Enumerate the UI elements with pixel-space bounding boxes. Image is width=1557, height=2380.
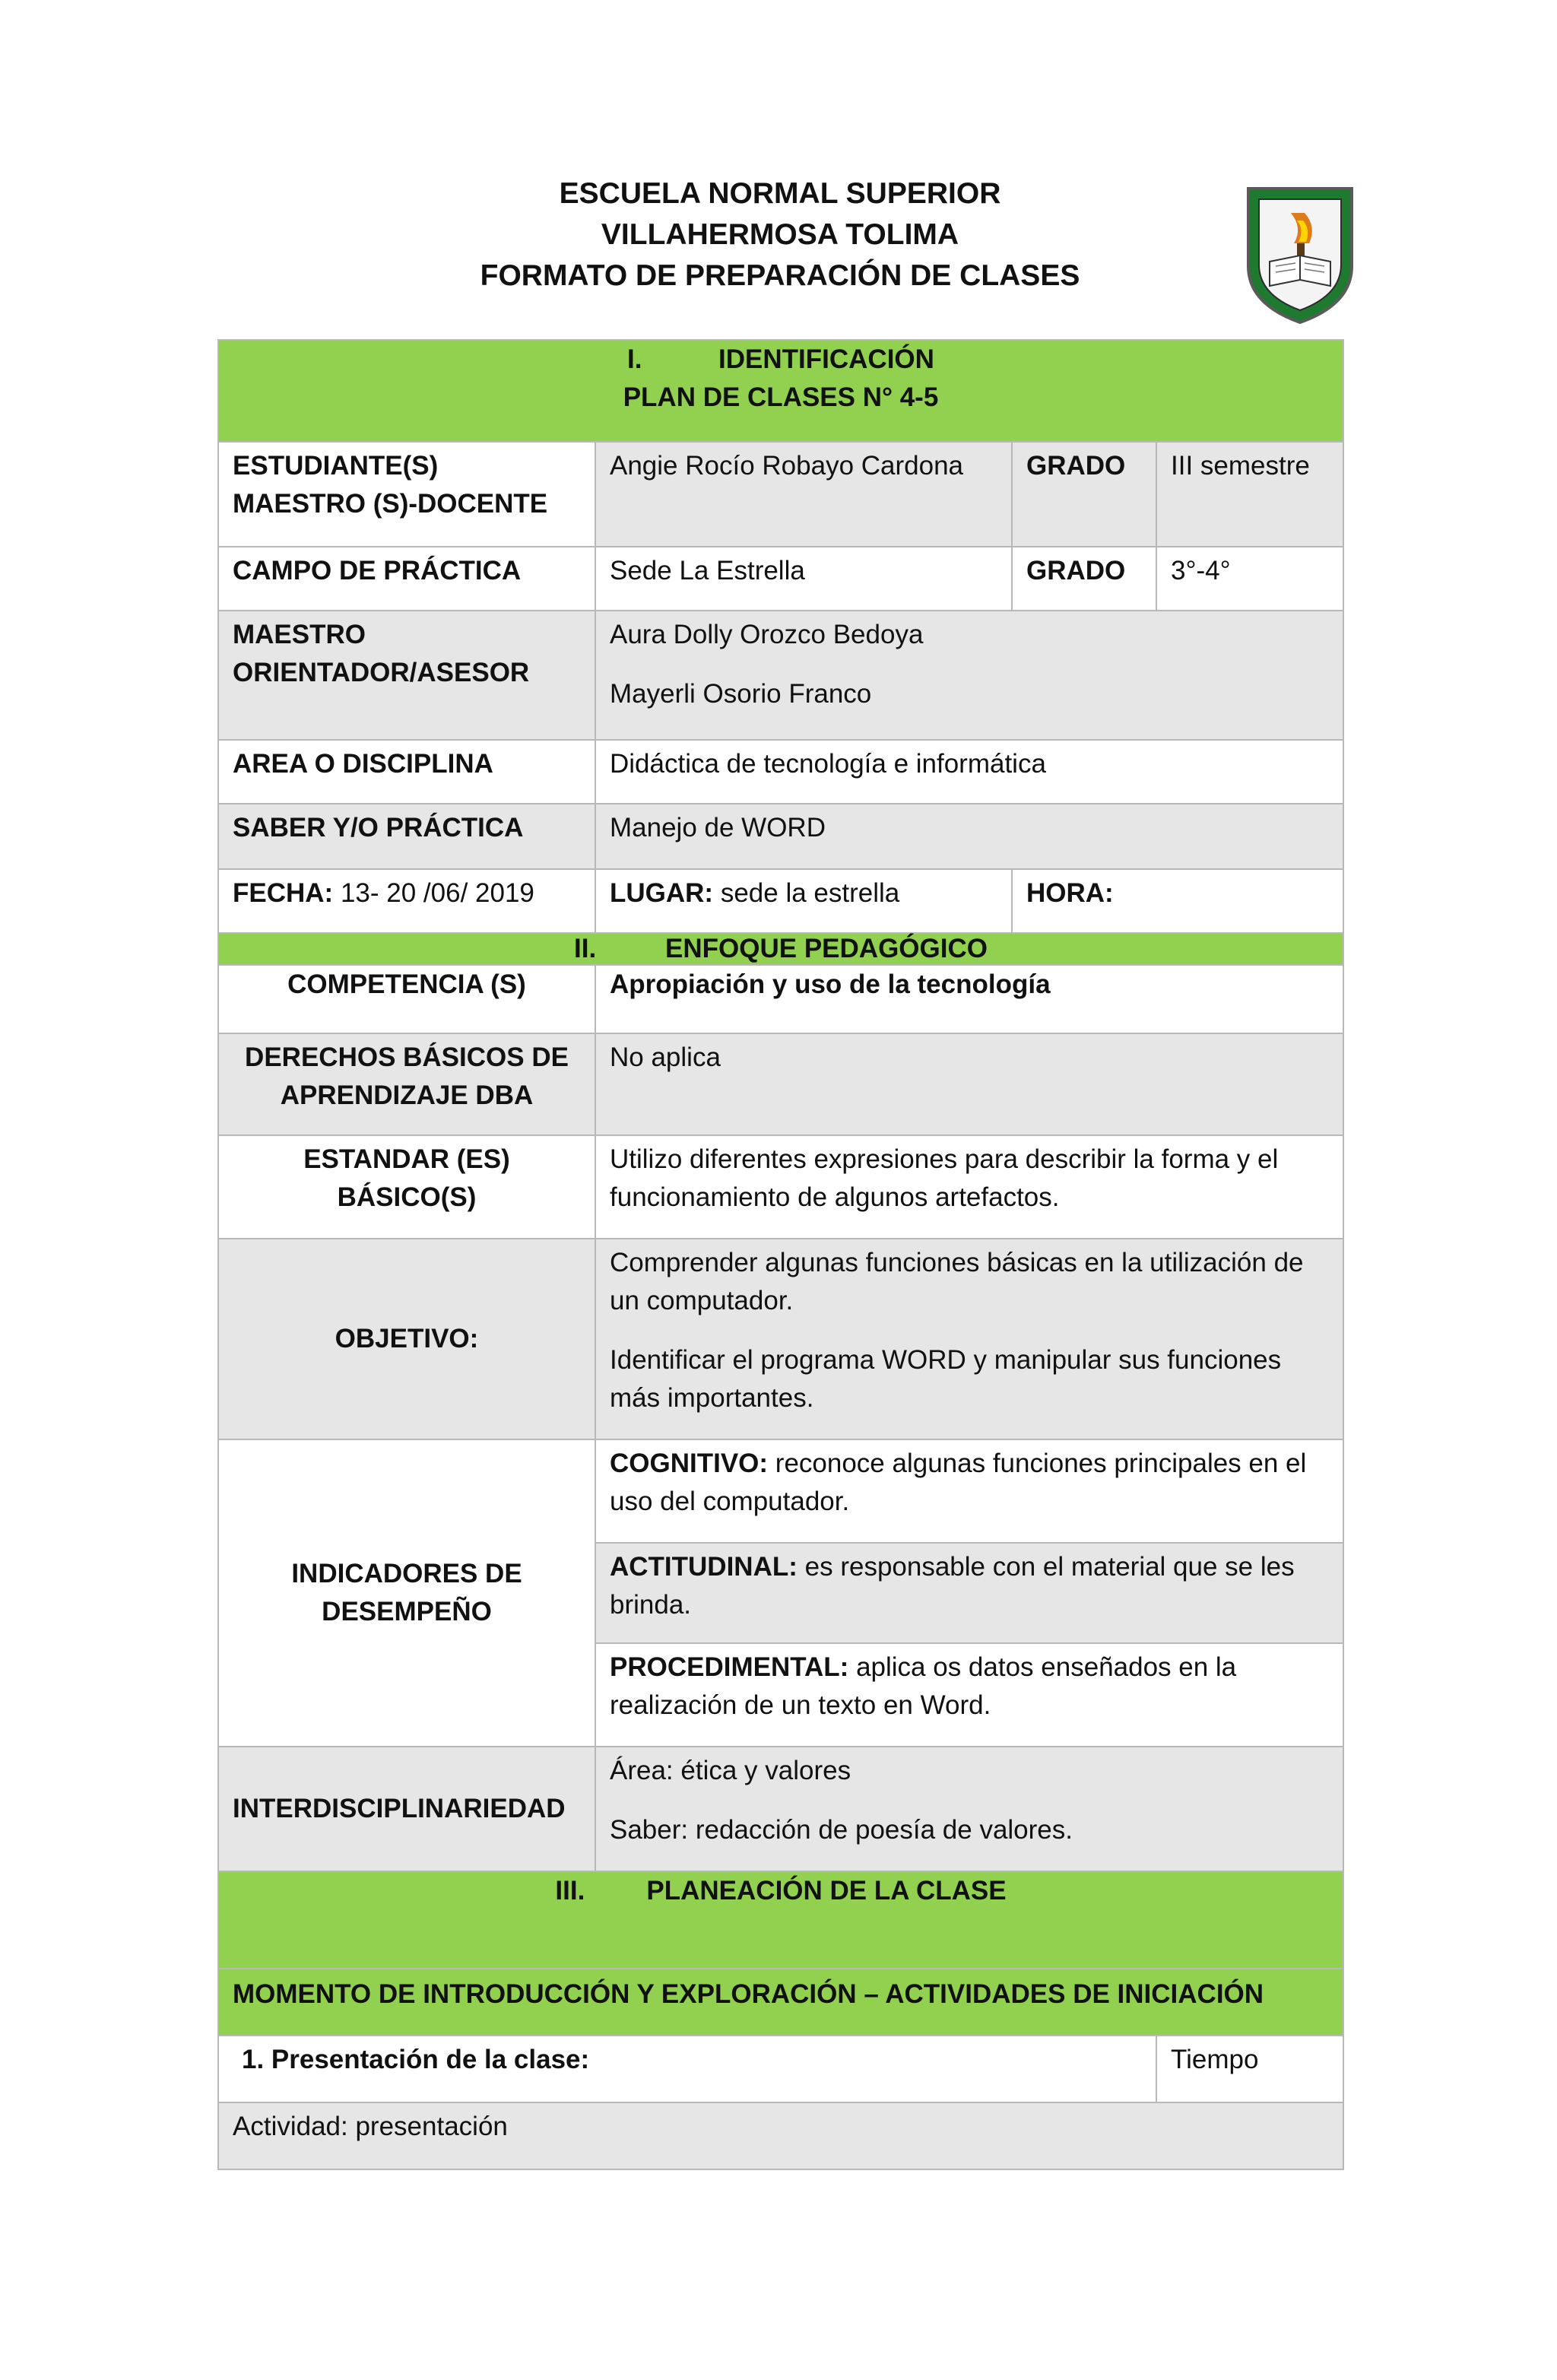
competencia-value: Apropiación y uso de la tecnología <box>595 965 1343 1033</box>
fecha-cell <box>218 869 595 933</box>
indicador-cognitivo: COGNITIVO: reconoce algunas funciones principales en el uso del computador. <box>595 1439 1343 1543</box>
student-label: ESTUDIANTE(S) MAESTRO (S)-DOCENTE <box>218 442 595 547</box>
grado-value-2: 3°-4° <box>1156 547 1343 611</box>
school-name: ESCUELA NORMAL SUPERIOR <box>559 177 1001 210</box>
section-pedagogy-header <box>218 933 1343 965</box>
school-location: VILLAHERMOSA TOLIMA <box>601 218 959 251</box>
section-number: III. <box>555 1876 585 1906</box>
interdisciplinariedad-label: INTERDISCIPLINARIEDAD <box>218 1747 595 1871</box>
section-planning-header <box>218 1871 1343 1969</box>
dba-value: No aplica <box>595 1033 1343 1135</box>
section-number: II. <box>574 934 597 963</box>
presentation-item: 1. Presentación de la clase: <box>218 2036 1156 2102</box>
plan-number: PLAN DE CLASES N° 4-5 <box>623 382 939 412</box>
estandar-label: ESTANDAR (ES) BÁSICO(S) <box>218 1135 595 1239</box>
fecha-value: 13- 20 /06/ 2019 <box>333 878 534 908</box>
moment-title: MOMENTO DE INTRODUCCIÓN Y EXPLORACIÓN – ACTIVIDADES DE INICIACIÓN <box>218 1969 1343 2036</box>
estandar-value: Utilizo diferentes expresiones para describir la forma y el funcionamiento de algunos artefactos. <box>595 1135 1343 1239</box>
objetivo-label: OBJETIVO: <box>218 1239 595 1439</box>
indicadores-label: INDICADORES DE DESEMPEÑO <box>218 1439 595 1747</box>
indicador-procedimental: PROCEDIMENTAL: aplica os datos enseñados en la realización de un texto en Word. <box>595 1643 1343 1747</box>
lesson-plan-table <box>217 339 1344 2170</box>
dba-label: DERECHOS BÁSICOS DE APRENDIZAJE DBA <box>218 1033 595 1135</box>
saber-label: SABER Y/O PRÁCTICA <box>218 804 595 869</box>
section-title: IDENTIFICACIÓN <box>718 344 934 374</box>
lugar-label: LUGAR: <box>610 878 714 908</box>
maestro-value: Aura Dolly Orozco Bedoya Mayerli Osorio Franco <box>595 611 1343 740</box>
competencia-label: COMPETENCIA (S) <box>218 965 595 1033</box>
actividad-row: Actividad: presentación <box>218 2102 1343 2169</box>
lugar-value: sede la estrella <box>713 878 900 908</box>
hora-label: HORA: <box>1012 869 1343 933</box>
grado-label: GRADO <box>1012 442 1156 547</box>
school-seal-logo <box>1244 182 1356 325</box>
maestro-label: MAESTRO ORIENTADOR/ASESOR <box>218 611 595 740</box>
grado-label-2: GRADO <box>1012 547 1156 611</box>
indicador-actitudinal: ACTITUDINAL: es responsable con el material que se les brinda. <box>595 1543 1343 1643</box>
section-title: PLANEACIÓN DE LA CLASE <box>646 1876 1007 1906</box>
area-value: Didáctica de tecnología e informática <box>595 740 1343 804</box>
section-number: I. <box>627 344 642 374</box>
grado-value: III semestre <box>1156 442 1343 547</box>
objetivo-value: Comprender algunas funciones básicas en la utilización de un computador. Identificar el programa WORD y manipular sus funciones más importantes. <box>595 1239 1343 1439</box>
lugar-cell <box>595 869 1012 933</box>
section-title: ENFOQUE PEDAGÓGICO <box>665 934 988 963</box>
student-value: Angie Rocío Robayo Cardona <box>595 442 1012 547</box>
campo-value: Sede La Estrella <box>595 547 1012 611</box>
saber-value: Manejo de WORD <box>595 804 1343 869</box>
campo-label: CAMPO DE PRÁCTICA <box>218 547 595 611</box>
section-identification-header <box>218 340 1343 442</box>
tiempo-label: Tiempo <box>1156 2036 1343 2102</box>
area-label: AREA O DISCIPLINA <box>218 740 595 804</box>
interdisciplinariedad-value: Área: ética y valores Saber: redacción de poesía de valores. <box>595 1747 1343 1871</box>
form-title: FORMATO DE PREPARACIÓN DE CLASES <box>480 259 1080 292</box>
document-header <box>219 173 1341 297</box>
fecha-label: FECHA: <box>233 878 334 908</box>
